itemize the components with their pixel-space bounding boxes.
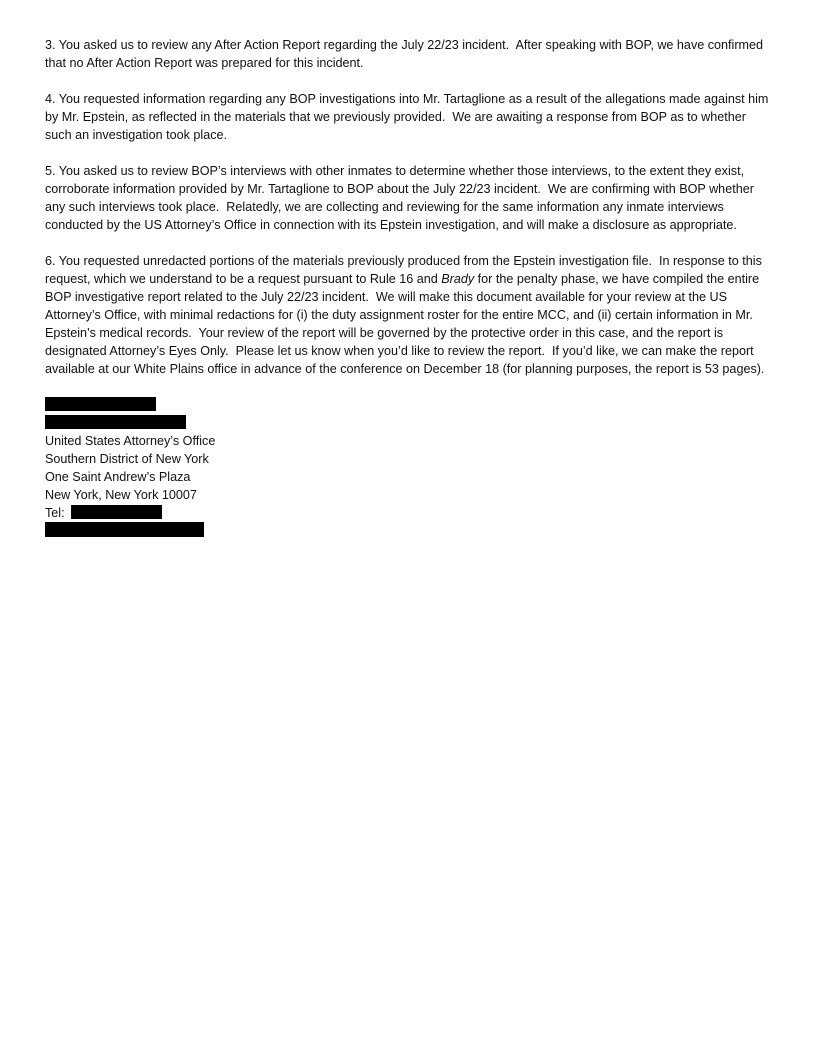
paragraph-6-text-end: for the penalty phase, we have compiled the entire BOP investigative report related to the July 22/23 incident. We will make this document available for your review at the US Attorney’s Office, with minimal redactions for (i) the duty assignment roster for the entire MCC, and (ii) certain information in Mr. Epstein’s medical records. Your review of the report will be governed by the protective order in this case, and the report is designated Attorney’s Eyes Only. Please let us know when you’d like to review the report. If you’d like, we can make the report available at our White Plains office in advance of the conference on December 18 (for planning purposes, the report is 53 pages). xyxy=(45,272,765,376)
signature-office: United States Attorney’s Office xyxy=(45,434,216,448)
paragraph-4-text: 4. You requested information regarding any BOP investigations into Mr. Tartaglione as a result of the allegations made against him by Mr. Epstein, as reflected in the materials that we previously provided. We are awaiting a response from BOP as to whether such an investigation took place. xyxy=(45,92,772,142)
paragraph-5-text: 5. You asked us to review BOP’s interviews with other inmates to determine whether those interviews, to the extent they exist, corroborate information provided by Mr. Tartaglione to BOP about the July 22/23 incident. We are confirming with BOP whether any such interviews took place. Relatedly, we are collecting and reviewing for the same information any inmate interviews conducted by the US Attorney’s Office in connection with its Epstein investigation, and will make a disclosure as appropriate. xyxy=(45,164,758,232)
paragraph-4 xyxy=(45,90,775,144)
paragraph-3-text: 3. You asked us to review any After Action Report regarding the July 22/23 incident. After speaking with BOP, we have confirmed that no After Action Report was prepared for this incident. xyxy=(45,38,767,70)
signature-address-line-1: One Saint Andrew’s Plaza xyxy=(45,470,191,484)
paragraph-6 xyxy=(45,252,775,378)
redaction-bar-email xyxy=(45,522,204,537)
paragraph-3 xyxy=(45,36,775,72)
signature-tel-label: Tel: xyxy=(45,506,65,520)
paragraph-6-italic-term: Brady xyxy=(441,272,475,286)
signature-name-line xyxy=(45,396,775,414)
signature-phone-line xyxy=(45,504,775,522)
signature-district: Southern District of New York xyxy=(45,452,209,466)
paragraph-5 xyxy=(45,162,775,234)
redaction-bar-name xyxy=(45,397,156,411)
signature-address-line-2: New York, New York 10007 xyxy=(45,488,197,502)
letter-body xyxy=(45,36,775,540)
signature-block xyxy=(45,396,775,540)
redaction-bar-title xyxy=(45,415,186,429)
signature-title-line xyxy=(45,414,775,432)
signature-email-line xyxy=(45,522,775,540)
paragraph-6-text-start: 6. You requested unredacted portions of the materials previously produced from the Epstein investigation file. In response to this request, which we understand to be a request pursuant to Rule 16 and xyxy=(45,254,766,286)
redaction-bar-phone xyxy=(71,505,162,519)
